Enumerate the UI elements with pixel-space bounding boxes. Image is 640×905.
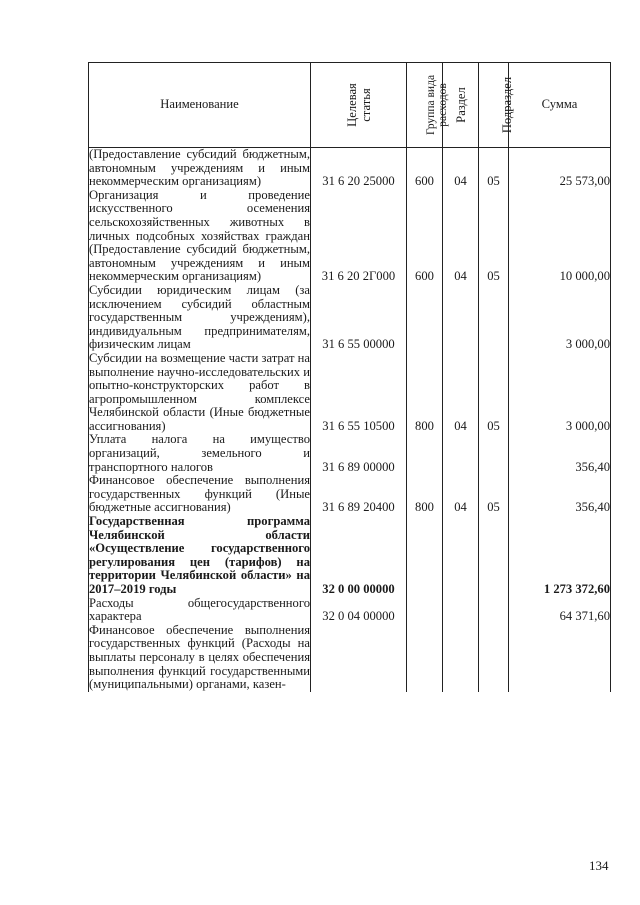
row-section	[443, 433, 479, 474]
row-name: Организация и проведение искусственного осеменения сельскохозяйственных животных в личных подсобных хозяйствах граждан (Предоставление субсидий бюджетным, автономным учреждениям и иным некоммерческим организациям)	[89, 187, 310, 284]
table-row	[89, 597, 611, 624]
row-section	[443, 597, 479, 624]
table-row	[89, 433, 611, 474]
row-expense-group: 600	[407, 148, 443, 189]
row-amount: 3 000,00	[509, 284, 611, 352]
header-section: Раздел	[453, 86, 468, 123]
row-expense-group	[407, 284, 443, 352]
row-section	[443, 624, 479, 692]
row-subsection	[479, 433, 509, 474]
row-expense-group	[407, 624, 443, 692]
row-amount: 1 273 372,60	[509, 515, 611, 597]
budget-table	[88, 62, 611, 692]
row-subsection: 05	[479, 189, 509, 284]
row-amount: 10 000,00	[509, 189, 611, 284]
row-amount: 356,40	[509, 433, 611, 474]
row-amount: 64 371,60	[509, 597, 611, 624]
row-name: Уплата налога на имущество организаций, земельного и транспортного налогов	[89, 432, 310, 474]
row-section	[443, 515, 479, 597]
row-name: Финансовое обеспечение выполнения государственных функций (Иные бюджетные ассигнования)	[89, 473, 310, 515]
header-target-article: Целевая статья	[344, 82, 373, 127]
row-section	[443, 284, 479, 352]
row-section: 04	[443, 352, 479, 434]
row-amount: 25 573,00	[509, 148, 611, 189]
row-section: 04	[443, 189, 479, 284]
table-row	[89, 189, 611, 284]
table-row	[89, 352, 611, 434]
header-amount: Сумма	[509, 63, 611, 148]
row-name: Финансовое обеспечение выполнения государственных функций (Расходы на выплаты персоналу в целях обеспечения выполнения функций государственными (муниципальными) органами, казен-	[89, 622, 310, 692]
row-subsection: 05	[479, 352, 509, 434]
table-row	[89, 474, 611, 515]
header-name: Наименование	[89, 63, 311, 148]
row-name: Субсидии юридическим лицам (за исключением субсидий областным государственным учреждениям), индивидуальным предпринимателям, физическим лицам	[89, 282, 310, 352]
row-expense-group	[407, 515, 443, 597]
row-expense-group: 600	[407, 189, 443, 284]
row-name: Государственная программа Челябинской области «Осуществление государственного регулирования цен (тарифов) на территории Челябинской области» на 2017–2019 годы	[89, 514, 310, 596]
row-target-article: 31 6 55 10500	[311, 352, 407, 434]
row-amount: 356,40	[509, 474, 611, 515]
table-row	[89, 624, 611, 692]
row-target-article: 31 6 20 25000	[311, 148, 407, 189]
row-expense-group: 800	[407, 352, 443, 434]
table-row	[89, 148, 611, 189]
row-subsection	[479, 284, 509, 352]
row-target-article: 31 6 55 00000	[311, 284, 407, 352]
row-name: Расходы общегосударственного характера	[89, 595, 310, 624]
row-section: 04	[443, 474, 479, 515]
row-subsection: 05	[479, 474, 509, 515]
row-section: 04	[443, 148, 479, 189]
row-amount: 3 000,00	[509, 352, 611, 434]
table-row	[89, 284, 611, 352]
row-subsection	[479, 597, 509, 624]
header-subsection: Подраздел	[500, 76, 515, 133]
row-expense-group	[407, 597, 443, 624]
row-target-article: 32 0 00 00000	[311, 515, 407, 597]
row-subsection	[479, 624, 509, 692]
row-target-article: 31 6 89 00000	[311, 433, 407, 474]
header-expense-group: Группа вида расходов	[425, 74, 450, 135]
row-expense-group	[407, 433, 443, 474]
page-number: 134	[589, 858, 609, 873]
table-header	[89, 63, 611, 148]
row-expense-group: 800	[407, 474, 443, 515]
row-subsection: 05	[479, 148, 509, 189]
row-amount	[509, 624, 611, 692]
table-row	[89, 515, 611, 597]
row-subsection	[479, 515, 509, 597]
row-target-article: 32 0 04 00000	[311, 597, 407, 624]
row-target-article	[311, 624, 407, 692]
row-target-article: 31 6 89 20400	[311, 474, 407, 515]
row-target-article: 31 6 20 2Г000	[311, 189, 407, 284]
row-name: (Предоставление субсидий бюджетным, автономным учреждениям и иным некоммерческим организациям)	[89, 147, 310, 189]
row-name: Субсидии на возмещение части затрат на выполнение научно-исследовательских и опытно-конструкторских работ в агропромышленном комплексе Челябинской области (Иные бюджетные ассигнования)	[89, 350, 310, 433]
